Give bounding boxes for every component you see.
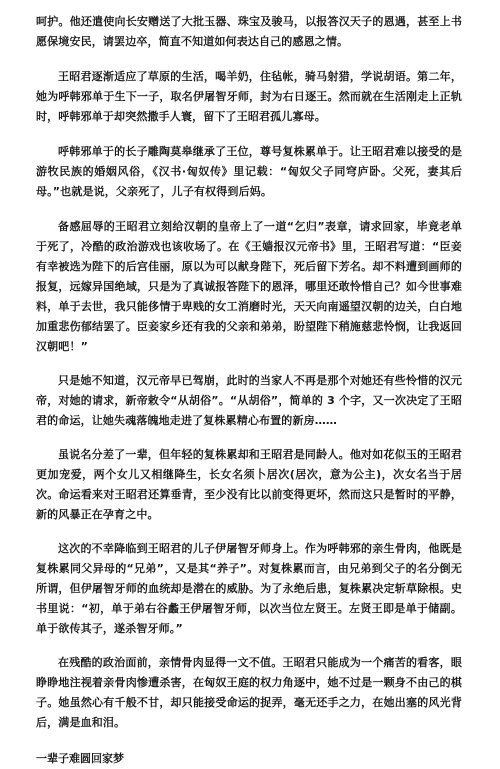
paragraph-6: 虽说名分差了一辈，但年轻的复株累却和王昭君是同龄人。他对如花似玉的王昭君更加宠爱，两个女儿又相继降生，长女名须卜居次(居次，意为公主)，次女名当于居次。命运看来对王昭君还算垂青，至少没有比以前变得更坏，然而这只是暂时的平静，新的风暴正在孕育之中。 — [36, 448, 462, 521]
paragraph-2: 王昭君逐渐适应了草原的生活，喝羊奶，住毡帐，骑马射猎，学说胡语。第二年，她为呼韩邪单于生下一子，取名伊屠智牙师，封为右日逐王。然而就在生活刚走上正轨时，呼韩邪单于却突然撒手人寰，留下了王昭君孤儿寡母。 — [36, 70, 462, 123]
paragraph-8: 在残酷的政治面前，亲情骨肉显得一文不值。王昭君只能成为一个痛苦的看客，眼睁睁地注视着亲骨肉惨遭杀害，在匈奴王庭的权力角逐中，她不过是一颗身不由己的棋子。她虽然心有千般不甘，却只能接受命运的捉弄，毫无还手之力，在她出塞的风光背后，满是血和泪。 — [36, 656, 462, 729]
section-heading: 一辈子难圆回家梦 — [36, 752, 124, 765]
paragraph-4: 备感屈辱的王昭君立刻给汉朝的皇帝上了一道“乞归”表章，请求回家，毕竟老单于死了，冷酷的政治游戏也该收场了。在《王嫱报汉元帝书》里，王昭君写道：“臣妾有幸被选为陛下的后宫佳丽，原以为可以献身陛下，死后留下芳名。却不料遭到画师的报复，远嫁异国绝域，只是为了真诚报答陛下的恩泽，哪里还敢怜惜自己？如今世事难料，单于去世，我只能侈情于卑贱的女工消磨时光，天天向南遥望汉朝的边关，白白地加重悲伤郁结罢了。臣妾家乡还有我的父亲和弟弟，盼望陛下稍施慈悲怜悯，让我返回汉朝吧！” — [36, 220, 462, 353]
paragraph-5: 只是她不知道，汉元帝早已驾崩，此时的当家人不再是那个对她还有些怜惜的汉元帝，对她的请求，新帝敕令“从胡俗”。“从胡俗”，简单的 3 个字，又一次决定了王昭君的命运，让她失魂落魄地走进了复株累精心布置的新房…… — [36, 374, 462, 427]
paragraph-1: 呵护。他还遣使向长安赠送了大批玉器、珠宝及骏马，以报答汉天子的恩遇，甚至上书愿保境安民，请罢边卒，简直不知道如何表达自己的感恩之情。 — [36, 15, 462, 48]
paragraph-7: 这次的不幸降临到王昭君的儿子伊屠智牙师身上。作为呼韩邪的亲生骨肉，他既是复株累同父异母的“兄弟”，又是其“养子”。对复株累而言，由兄弟到父子的名分倒无所谓，但伊屠智牙师的血统却是潜在的威胁。为了永绝后患，复株累决定斩草除根。史书里说：“初，单于弟右谷蠡王伊屠智牙师，以次当位左贤王。左贤王即是单于储副。单于欲传其子，遂杀智牙师。” — [36, 542, 462, 635]
paragraph-3: 呼韩邪单于的长子雕陶莫皋继承了王位，尊号复株累单于。让王昭君难以接受的是游牧民族的婚姻风俗，《汉书·匈奴传》里记载：“匈奴父子同穹庐卧。父死，妻其后母。”也就是说，父亲死了，儿子有权得到后妈。 — [36, 145, 462, 198]
